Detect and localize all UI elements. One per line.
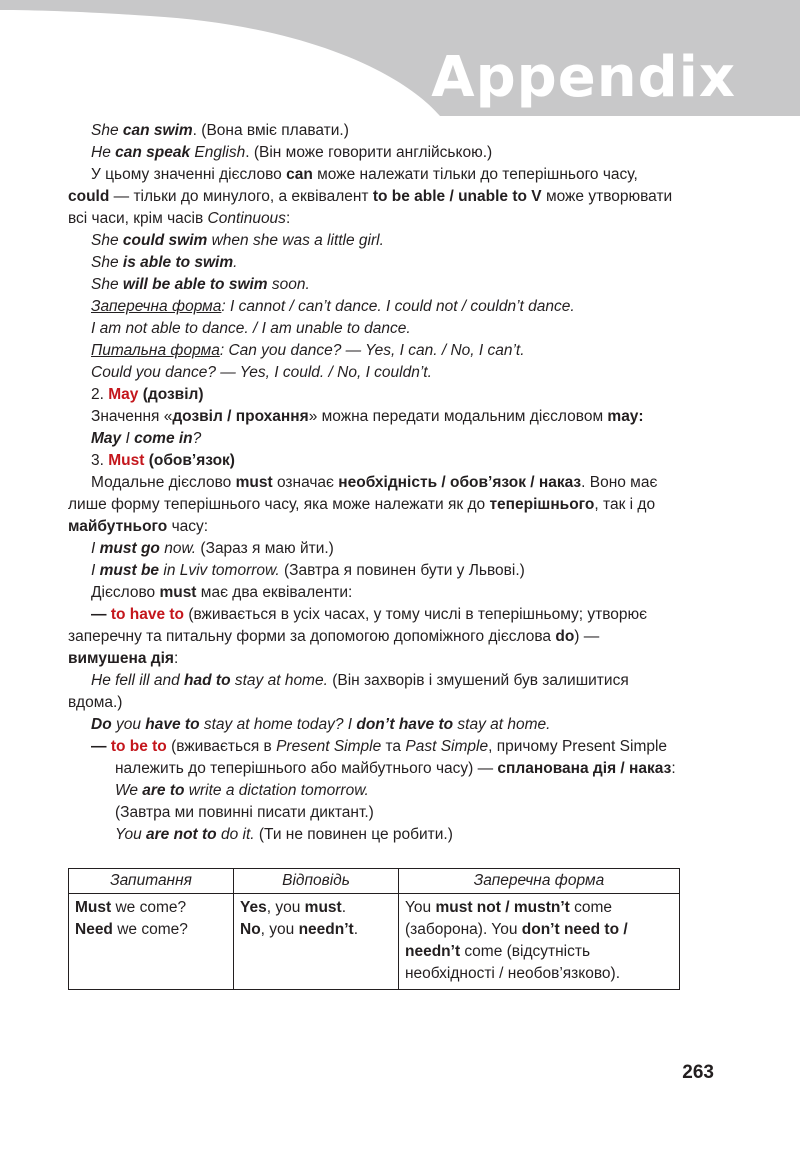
table-cell-questions: Must we come? Need we come? — [69, 894, 234, 990]
text-run: can — [286, 166, 313, 183]
text-run: stay at home today? I — [199, 716, 357, 733]
example-line — [68, 252, 680, 274]
text-run: (дозвіл) — [138, 386, 204, 403]
text-run: — — [91, 606, 111, 623]
example-line — [68, 142, 680, 164]
text-run: (Він захворів і змушений був залишитися вдома.) — [68, 672, 629, 711]
text-run: : — [671, 760, 676, 777]
text-run: 2. — [91, 386, 109, 403]
text-run: . (Вона вміє плавати.) — [192, 122, 349, 139]
text-run: May — [108, 386, 139, 403]
text-run: are to — [142, 782, 185, 799]
text-run: спланована дія / наказ — [497, 760, 672, 777]
table-header: Запитання — [69, 869, 234, 894]
text-run: when she was a little girl. — [207, 232, 384, 249]
text-run: write a dictation tomorrow. — [184, 782, 369, 799]
text-run: Заперечна форма — [91, 298, 222, 315]
text-run: soon. — [267, 276, 310, 293]
example-line — [68, 560, 680, 582]
text-run: має два еквіваленти: — [196, 584, 353, 601]
text-run: to have to — [110, 606, 185, 623]
example-line — [68, 428, 680, 450]
text-run: have to — [145, 716, 200, 733]
example-line — [68, 714, 680, 736]
text-run: to be to — [110, 738, 167, 755]
text-run: : — [173, 650, 179, 667]
text-run: We — [115, 782, 143, 799]
text-run: Модальне дієслово — [91, 474, 236, 491]
text-run: stay at home. — [453, 716, 551, 733]
text-run: Must — [108, 452, 145, 469]
text-run: . Воно має лише форму теперішнього часу, яка може належати як до — [68, 474, 658, 513]
text-run: could swim — [122, 232, 208, 249]
example-line — [68, 274, 680, 296]
text-run: (Ти не повинен це робити.) — [254, 826, 453, 843]
modal-table — [68, 868, 680, 990]
text-run: come in — [134, 430, 193, 447]
text-run: Past Simple — [405, 738, 489, 755]
text-run: (обов’язок) — [144, 452, 235, 469]
table-row — [69, 894, 680, 990]
text-run: She — [91, 232, 123, 249]
text-run: May — [91, 430, 122, 447]
text-run: 3. — [91, 452, 109, 469]
text-run: will be able to swim — [122, 276, 268, 293]
example-line: I am not able to dance. / I am unable to dance. — [91, 320, 411, 337]
example-line — [68, 780, 680, 802]
text-run: She — [91, 276, 123, 293]
text-run: may: — [607, 408, 644, 425]
text-run: I — [121, 430, 135, 447]
text-run: English — [190, 144, 246, 161]
text-run: She — [91, 254, 123, 271]
text-run: , так і до — [594, 496, 656, 513]
text-run: do it. — [216, 826, 255, 843]
text-run: вимушена дія — [68, 650, 174, 667]
text-run: stay at home. — [230, 672, 328, 689]
text-run: : Can you dance? — Yes, I can. / No, I can’t. — [219, 342, 525, 359]
text-run: you — [111, 716, 146, 733]
text-run: (вживається в усіх часах, у тому числі в теперішньому; утворює заперечну та питальну форми за допомогою допоміжного дієслова — [68, 606, 648, 645]
table-header: Відповідь — [234, 869, 399, 894]
paragraph — [68, 736, 680, 780]
text-run: in Lviv tomorrow. — [159, 562, 280, 579]
text-run: Дієслово — [91, 584, 160, 601]
text-run: must be — [99, 562, 160, 579]
text-run: : — [285, 210, 291, 227]
example-line — [68, 824, 680, 846]
text-run: could — [68, 188, 110, 205]
text-run: необхідність / обов’язок / наказ — [338, 474, 582, 491]
text-run: Питальна форма — [91, 342, 220, 359]
text-run: (Зараз я маю йти.) — [196, 540, 334, 557]
text-run: must go — [99, 540, 160, 557]
text-run: You — [115, 826, 147, 843]
page-number: 263 — [682, 1062, 714, 1083]
page-title: Appendix — [431, 45, 736, 110]
text-run: часу: — [167, 518, 209, 535]
table-cell-answers: Yes, you must. No, you needn’t. — [234, 894, 399, 990]
text-run: do — [555, 628, 575, 645]
text-run: can swim — [122, 122, 193, 139]
text-run: : I cannot / can’t dance. I could not / couldn’t dance. — [221, 298, 575, 315]
text-run: — — [91, 738, 111, 755]
table-cell-negative: You must not / mustn’t come (заборона). You don’t need to / needn’t come (відсутність необхідності / необов’язково). — [399, 894, 680, 990]
table-header: Заперечна форма — [399, 869, 680, 894]
header-banner — [0, 0, 800, 140]
text-run: now. — [159, 540, 197, 557]
text-run: Значення « — [91, 408, 173, 425]
text-run: . — [233, 254, 238, 271]
paragraph — [68, 164, 680, 230]
text-run: He fell ill and — [91, 672, 185, 689]
text-run: (Завтра я повинен бути у Львові.) — [279, 562, 525, 579]
text-run: дозвіл / прохання — [172, 408, 309, 425]
text-run: He — [91, 144, 116, 161]
paragraph — [68, 604, 680, 670]
text-run: У цьому значенні дієслово — [91, 166, 287, 183]
text-run: (вживається в — [166, 738, 277, 755]
text-run: означає — [272, 474, 339, 491]
main-content — [68, 120, 680, 846]
text-run: може утворювати всі часи, крім часів — [68, 188, 673, 227]
text-run: is able to swim — [122, 254, 234, 271]
paragraph — [68, 472, 680, 538]
text-run: Continuous — [207, 210, 286, 227]
example-line — [68, 670, 680, 714]
text-run: don’t have to — [356, 716, 454, 733]
text-run: ? — [192, 430, 202, 447]
text-run: майбутнього — [68, 518, 168, 535]
example-line: (Завтра ми повинні писати диктант.) — [115, 804, 374, 821]
text-run: are not to — [146, 826, 217, 843]
example-line — [68, 538, 680, 560]
text-run: Do — [91, 716, 112, 733]
example-line — [68, 230, 680, 252]
text-run: . (Він може говорити англійською.) — [245, 144, 493, 161]
example-line — [68, 296, 680, 318]
text-run: може належати тільки до теперішнього часу, — [312, 166, 638, 183]
text-run: must — [235, 474, 273, 491]
text-run: теперішнього — [489, 496, 595, 513]
text-run: She — [91, 122, 123, 139]
text-run: I — [91, 540, 100, 557]
table-header-row — [69, 869, 680, 894]
section-heading-must — [68, 450, 680, 472]
section-heading-may — [68, 384, 680, 406]
text-run: ) — — [574, 628, 600, 645]
text-run: I — [91, 562, 100, 579]
text-run: to be able / unable to V — [372, 188, 542, 205]
text-run: Present Simple — [276, 738, 382, 755]
text-run: must — [159, 584, 197, 601]
text-run: had to — [184, 672, 231, 689]
text-run: » можна передати модальним дієсловом — [308, 408, 608, 425]
text-run: can speak — [115, 144, 191, 161]
text-run: , причому Present Simple належить до теперішнього або майбутнього часу) — — [115, 738, 668, 777]
paragraph — [68, 582, 680, 604]
example-line: Could you dance? — Yes, I could. / No, I couldn’t. — [91, 364, 432, 381]
paragraph — [68, 406, 680, 428]
example-line — [68, 340, 680, 362]
example-line — [68, 120, 680, 142]
text-run: — тільки до минулого, а еквівалент — [109, 188, 373, 205]
text-run: та — [381, 738, 406, 755]
